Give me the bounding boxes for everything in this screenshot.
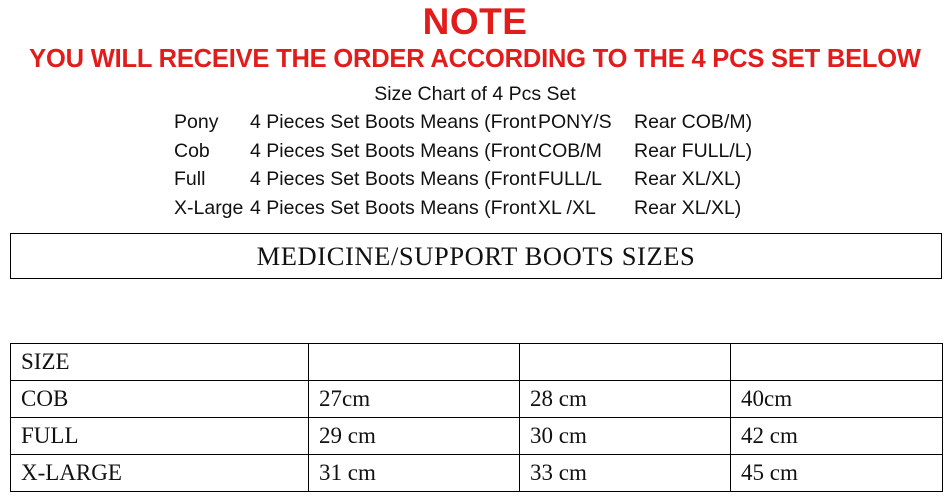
size-chart-page [0, 2, 950, 500]
set-front-value: FULL/L [538, 168, 602, 190]
set-rear-value: Rear XL/XL) [634, 196, 742, 219]
table-cell: 29 cm [309, 418, 520, 455]
table-cell: 27cm [309, 381, 520, 418]
set-description: 4 Pieces Set Boots Means (Front [250, 111, 537, 133]
table-header-cell [309, 344, 520, 381]
table-cell: 45 cm [731, 455, 943, 492]
table-header-cell [520, 344, 731, 381]
table-header-cell [731, 344, 943, 381]
set-rear-value: Rear COB/M) [634, 111, 753, 133]
note-subtitle: YOU WILL RECEIVE THE ORDER ACCORDING TO THE 4 PCS SET BELOW [29, 45, 921, 73]
set-front-value: XL /XL [538, 196, 596, 219]
table-header-cell: SIZE [11, 344, 309, 381]
list-item [0, 137, 950, 166]
set-size-label: Full [174, 168, 206, 190]
table-cell: 40cm [731, 381, 943, 418]
boots-sizes-table [10, 343, 943, 492]
banner-text: MEDICINE/SUPPORT BOOTS SIZES [256, 240, 696, 271]
table-cell: 42 cm [731, 418, 943, 455]
table-cell: X-LARGE [11, 455, 309, 492]
set-rear-value: Rear XL/XL) [634, 168, 742, 190]
set-description: 4 Pieces Set Boots Means (Front [250, 196, 537, 219]
table-row [11, 344, 943, 381]
table-cell: 30 cm [520, 418, 731, 455]
note-title: NOTE [422, 1, 528, 42]
table-cell: 28 cm [520, 381, 731, 418]
set-size-label: Pony [174, 111, 219, 133]
table-row [11, 381, 943, 418]
size-chart-list [0, 108, 950, 222]
table-cell: 33 cm [520, 455, 731, 492]
table-row [11, 455, 943, 492]
table-cell: FULL [11, 418, 309, 455]
table-cell: COB [11, 381, 309, 418]
set-front-value: COB/M [538, 139, 602, 162]
list-item [0, 108, 950, 137]
set-size-label: Cob [174, 139, 210, 162]
set-size-label: X-Large [174, 196, 244, 219]
list-item [0, 194, 950, 223]
list-item [0, 165, 950, 194]
boots-sizes-banner [10, 233, 942, 279]
set-front-value: PONY/S [538, 111, 612, 133]
set-rear-value: Rear FULL/L) [634, 139, 753, 162]
table-row [11, 418, 943, 455]
table-cell: 31 cm [309, 455, 520, 492]
set-description: 4 Pieces Set Boots Means (Front [250, 139, 537, 162]
size-chart-heading: Size Chart of 4 Pcs Set [374, 83, 576, 105]
set-description: 4 Pieces Set Boots Means (Front [250, 168, 537, 190]
layout-spacer [0, 279, 950, 343]
